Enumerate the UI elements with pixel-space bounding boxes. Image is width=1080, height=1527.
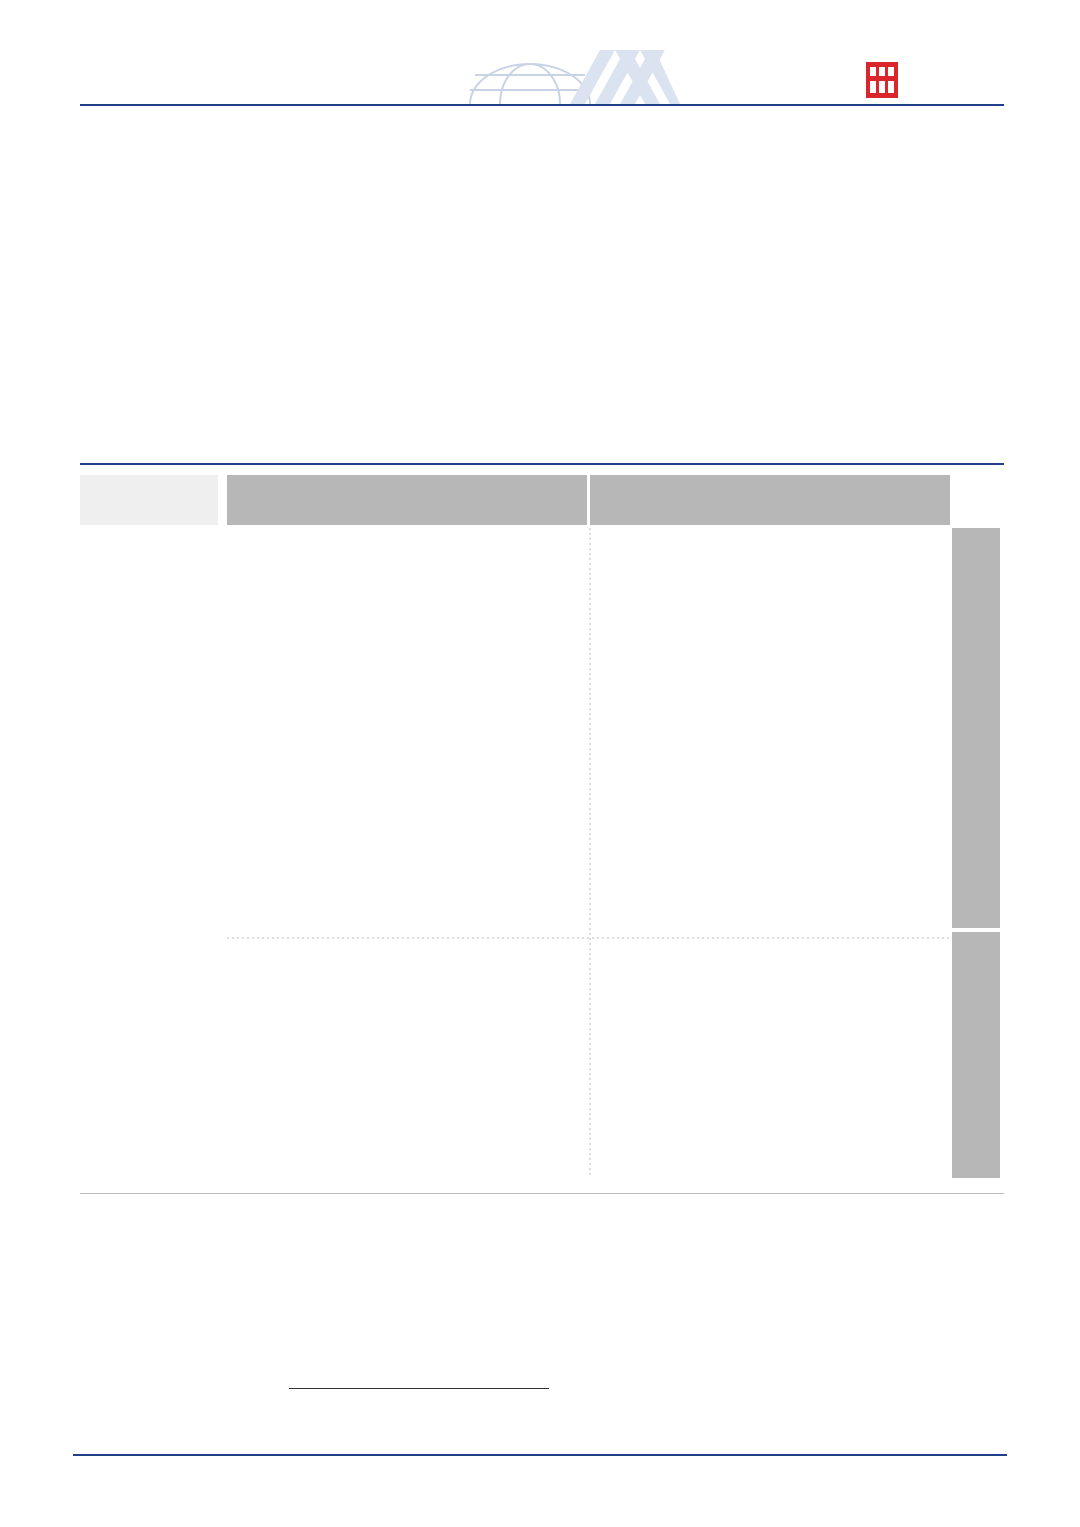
header-rule xyxy=(80,104,1004,106)
ai-impact-matrix-figure xyxy=(80,470,1004,1185)
footer-rule xyxy=(73,1454,1007,1456)
row-header-nonroutine xyxy=(952,932,1000,1178)
column-header-mental xyxy=(227,475,587,525)
source-rule xyxy=(80,1193,1004,1194)
row-header-routine xyxy=(952,528,1000,928)
column-header-physical xyxy=(590,475,950,525)
figure-rule xyxy=(80,463,1004,465)
huatai-logo-icon xyxy=(866,62,898,98)
scale-title-box xyxy=(80,475,218,525)
header-globe-decoration xyxy=(420,30,680,104)
footnote-rule xyxy=(289,1388,549,1389)
